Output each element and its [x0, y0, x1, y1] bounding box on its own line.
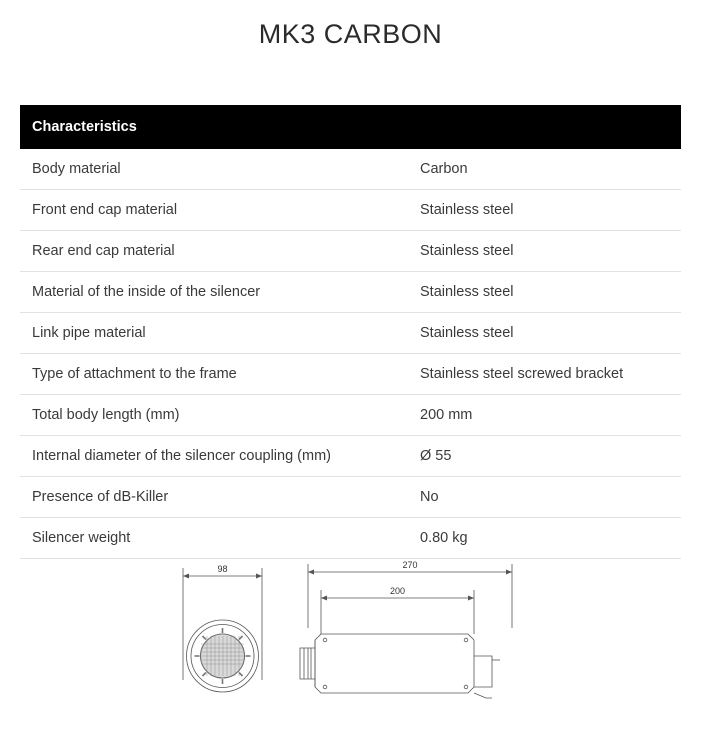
table-body — [20, 149, 681, 559]
table-header — [20, 105, 681, 149]
row-label: Internal diameter of the silencer coupling (mm) — [20, 436, 420, 477]
row-value: No — [420, 477, 681, 518]
front-view-dimension-label: 98 — [217, 564, 228, 574]
page-title: MK3 CARBON — [258, 19, 443, 49]
row-label: Silencer weight — [20, 518, 420, 559]
characteristics-table — [20, 105, 681, 559]
side-view-outer-dimension-label: 270 — [402, 560, 418, 570]
row-label: Type of attachment to the frame — [20, 354, 420, 395]
table-row — [20, 477, 681, 518]
side-view-inner-dimension-label: 200 — [389, 586, 406, 596]
row-label: Total body length (mm) — [20, 395, 420, 436]
table-row — [20, 313, 681, 354]
row-value: Stainless steel screwed bracket — [420, 354, 681, 395]
table-header-row — [20, 105, 681, 149]
table-row — [20, 231, 681, 272]
table-row — [20, 272, 681, 313]
row-value: 0.80 kg — [420, 518, 681, 559]
table-header-title: Characteristics — [20, 105, 681, 149]
row-value: Stainless steel — [420, 272, 681, 313]
row-label: Presence of dB-Killer — [20, 477, 420, 518]
row-value: Stainless steel — [420, 231, 681, 272]
row-value: Carbon — [420, 149, 681, 190]
table-row — [20, 354, 681, 395]
row-label: Link pipe material — [20, 313, 420, 354]
row-value: Stainless steel — [420, 190, 681, 231]
row-label: Front end cap material — [20, 190, 420, 231]
row-value: Ø 55 — [420, 436, 681, 477]
row-value: 200 mm — [420, 395, 681, 436]
table-row — [20, 436, 681, 477]
table-row — [20, 149, 681, 190]
table-row — [20, 190, 681, 231]
row-label: Material of the inside of the silencer — [20, 272, 420, 313]
row-label: Rear end cap material — [20, 231, 420, 272]
technical-drawing — [0, 548, 701, 737]
row-label: Body material — [20, 149, 420, 190]
row-value: Stainless steel — [420, 313, 681, 354]
table-row — [20, 395, 681, 436]
